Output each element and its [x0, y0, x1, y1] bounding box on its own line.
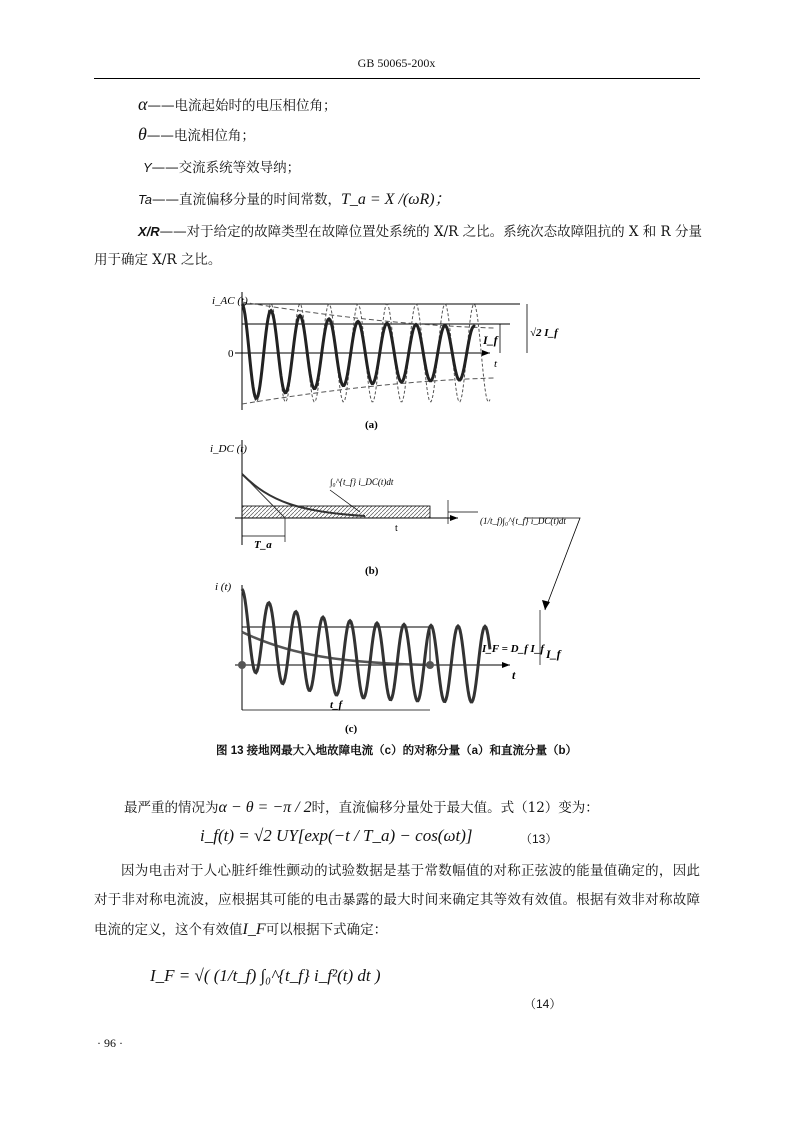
- panel-c-If: I_f: [546, 647, 561, 661]
- panel-b-ylabel: i_DC (t): [210, 443, 247, 455]
- symbol-theta: θ: [138, 124, 147, 144]
- equation-14-number: （14）: [524, 997, 562, 1011]
- connector-b-to-c: [525, 518, 580, 610]
- header-rule: [94, 78, 700, 79]
- panel-b-integral: ∫₀^{t_f} i_DC(t)dt: [330, 477, 394, 487]
- definition-theta: [138, 124, 255, 145]
- panel-a-sqrt2if: √2 I_f: [530, 327, 558, 339]
- para2-end: 可以根据下式确定：: [265, 922, 388, 938]
- panel-c-start-point: [238, 661, 246, 669]
- panel-b-t: t: [395, 523, 398, 534]
- para2-symbol: I_F: [242, 921, 266, 938]
- panel-c-t: t: [512, 668, 516, 682]
- page-header: GB 50065-200x: [357, 56, 436, 70]
- panel-c-tf: t_f: [330, 699, 343, 711]
- para2-text: 因为电击对于人心脏纤维性颤动的试验数据是基于常数幅值的对称正弦波的能量值确定的，因此对于非对称电流波，应根据其可能的电击暴露的最大时间来确定其等效有效值。根据有效非对称故障电流的定义，这个有效值: [94, 863, 700, 938]
- panel-c-label: (c): [345, 723, 358, 735]
- panel-c-t-arrow: [502, 662, 510, 668]
- panel-b-avg: (1/t_f)∫₀^{t_f} i_DC(t)dt: [480, 516, 566, 526]
- para1-formula: α − θ = −π / 2: [218, 799, 312, 816]
- definition-ta-text: ——直流偏移分量的时间常数，: [151, 192, 341, 208]
- paragraph-worst-case: [124, 796, 599, 817]
- definition-alpha-text: ——电流起始时的电压相位角；: [147, 98, 337, 114]
- para1-end: 时，直流偏移分量处于最大值。式（12）变为：: [311, 800, 599, 816]
- panel-c-ylabel: i (t): [215, 581, 232, 593]
- symbol-y: Y: [143, 160, 152, 175]
- definition-ta: [138, 186, 451, 209]
- panel-c-IF: I_F = D_f I_f: [482, 643, 544, 655]
- formula-ta: T_a = X /(ωR)；: [340, 191, 451, 208]
- panel-a: [212, 292, 559, 431]
- panel-a-t-arrow: [482, 350, 490, 356]
- definition-y: [143, 156, 300, 176]
- panel-a-if: I_f: [483, 333, 498, 347]
- panel-b-t-arrow: [450, 515, 458, 521]
- symbol-ta: Ta: [138, 192, 152, 207]
- definition-alpha: [138, 94, 336, 115]
- panel-a-t: t: [494, 358, 498, 370]
- panel-b-average-band: [242, 506, 430, 518]
- panel-b-ta: T_a: [254, 539, 272, 551]
- panel-a-label: (a): [365, 419, 378, 431]
- figure-caption: 图 13 接地网最大入地故障电流（c）的对称分量（a）和直流分量（b）: [216, 745, 577, 757]
- paragraph-effective-value: [94, 857, 700, 945]
- connector-arrow: [542, 600, 550, 610]
- symbol-xr: X/R: [138, 224, 160, 239]
- equation-13-number: （13）: [520, 832, 558, 846]
- panel-c-end-point: [426, 661, 434, 669]
- equation-14: I_F = √( (1/t_f) ∫₀^{t_f} i_f²(t) dt ): [150, 966, 381, 985]
- definition-y-text: ——交流系统等效导纳；: [151, 160, 301, 176]
- panel-a-current-wave: [242, 304, 475, 398]
- equation-13: i_f(t) = √2 UY[exp(−t / T_a) − cos(ωt)]: [200, 826, 473, 845]
- panel-a-zero: 0: [228, 348, 234, 360]
- definition-theta-text: ——电流相位角；: [146, 128, 255, 144]
- definition-xr-cont: 用于确定 X/R 之比。: [94, 252, 222, 268]
- panel-a-ylabel: i_AC (t): [212, 295, 248, 307]
- definition-xr-text: ——对于给定的故障类型在故障位置处系统的 X/R 之比。系统次态故障阻抗的 X 和 R 分量: [159, 224, 703, 240]
- figure-13: [190, 280, 610, 740]
- definition-xr: [138, 220, 702, 240]
- symbol-alpha: α: [138, 94, 148, 114]
- panel-b-label: (b): [365, 565, 379, 577]
- panel-c: [215, 581, 562, 735]
- para1-start: 最严重的情况为: [124, 800, 219, 816]
- panel-b: [210, 440, 566, 577]
- page-number: · 96 ·: [97, 1036, 123, 1050]
